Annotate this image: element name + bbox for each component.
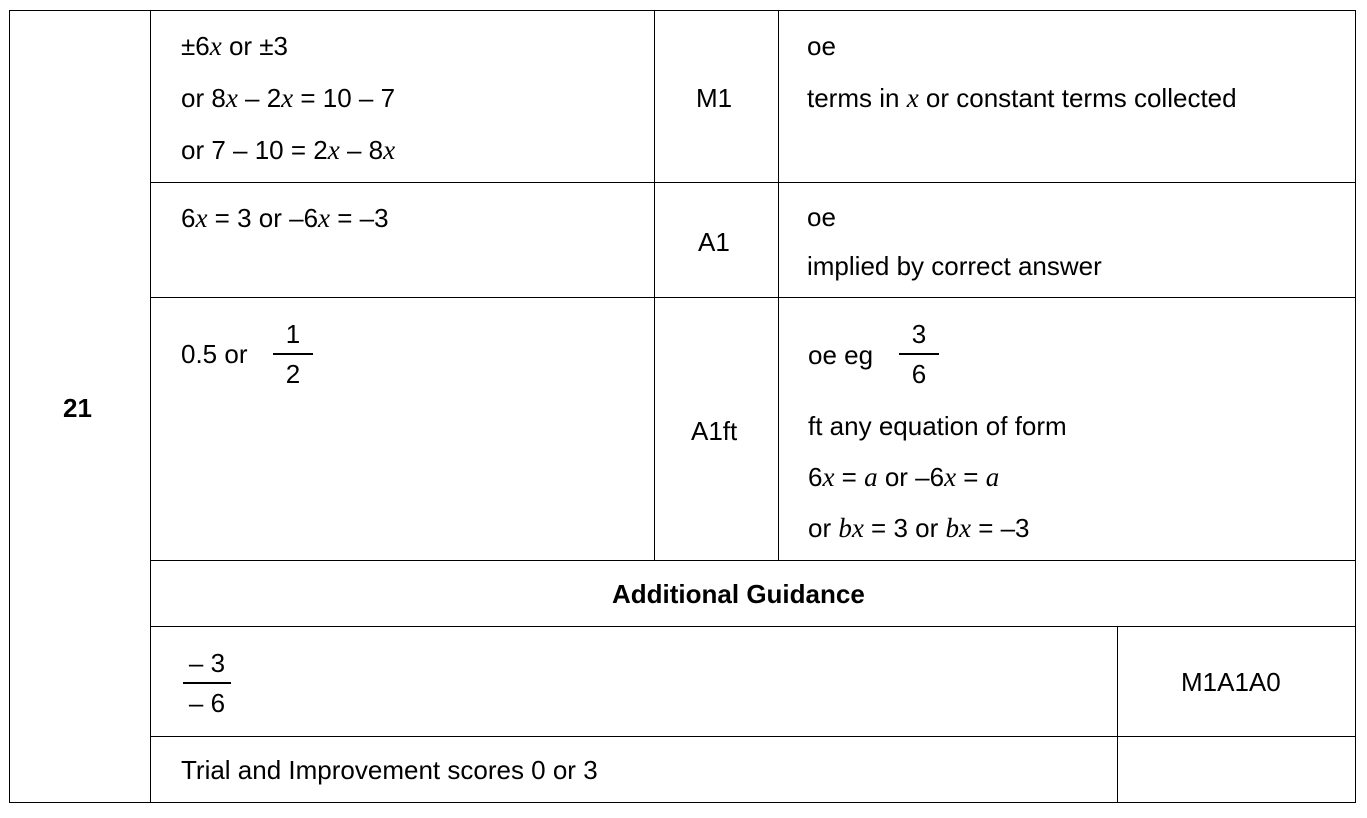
table-right-border bbox=[1355, 10, 1356, 803]
row1-answer-line2: or 8x – 2x = 10 – 7 bbox=[181, 83, 396, 113]
row2-mark: A1 bbox=[698, 227, 730, 257]
guidance-mark-1: M1A1A0 bbox=[1181, 667, 1281, 697]
table-top-border bbox=[9, 10, 1356, 11]
guidance-text-2: Trial and Improvement scores 0 or 3 bbox=[181, 755, 598, 785]
row-divider-3 bbox=[150, 560, 1356, 561]
row1-answer-line1: ±6x or ±3 bbox=[181, 31, 289, 61]
row3-comment-line3: 6x = a or –6x = a bbox=[808, 462, 1000, 492]
answer-column-divider bbox=[654, 10, 655, 561]
row3-answer-fraction bbox=[273, 319, 313, 389]
mark-column-divider bbox=[778, 10, 779, 561]
row2-answer: 6x = 3 or –6x = –3 bbox=[181, 203, 389, 233]
question-column-divider bbox=[150, 10, 151, 803]
table-bottom-border bbox=[9, 802, 1356, 803]
row2-comment-line1: oe bbox=[807, 202, 836, 232]
fraction-numerator: 1 bbox=[285, 319, 301, 349]
guidance-heading-divider bbox=[150, 626, 1356, 627]
row1-mark: M1 bbox=[696, 83, 733, 113]
guidance-mark-divider bbox=[1117, 626, 1118, 803]
row1-comment-line2: terms in x or constant terms collected bbox=[807, 83, 1237, 113]
guidance-heading: Additional Guidance bbox=[612, 579, 865, 609]
row1-answer-line3: or 7 – 10 = 2x – 8x bbox=[181, 135, 396, 165]
row-divider-2 bbox=[150, 297, 1356, 298]
fraction-denominator: 2 bbox=[285, 359, 301, 389]
table-left-border bbox=[9, 10, 10, 803]
fraction-bar bbox=[899, 353, 939, 355]
fraction-bar bbox=[183, 682, 231, 684]
row3-comment-fraction bbox=[899, 319, 939, 389]
row1-comment-line1: oe bbox=[807, 31, 836, 61]
guidance-row-divider bbox=[150, 736, 1356, 737]
row-divider-1 bbox=[150, 182, 1356, 183]
fraction-bar bbox=[273, 353, 313, 355]
question-number: 21 bbox=[63, 393, 92, 423]
row3-mark: A1ft bbox=[691, 416, 738, 446]
row3-comment-line1: oe eg bbox=[808, 340, 874, 370]
guidance-fraction bbox=[183, 648, 231, 718]
row2-comment-line2: implied by correct answer bbox=[807, 251, 1102, 281]
fraction-denominator: 6 bbox=[911, 359, 927, 389]
fraction-numerator: – 3 bbox=[188, 648, 226, 678]
fraction-denominator: – 6 bbox=[188, 688, 226, 718]
row3-comment-line2: ft any equation of form bbox=[808, 411, 1067, 441]
row3-answer-text: 0.5 or bbox=[181, 339, 248, 369]
fraction-numerator: 3 bbox=[911, 319, 927, 349]
row3-comment-line4: or bx = 3 or bx = –3 bbox=[808, 513, 1030, 543]
